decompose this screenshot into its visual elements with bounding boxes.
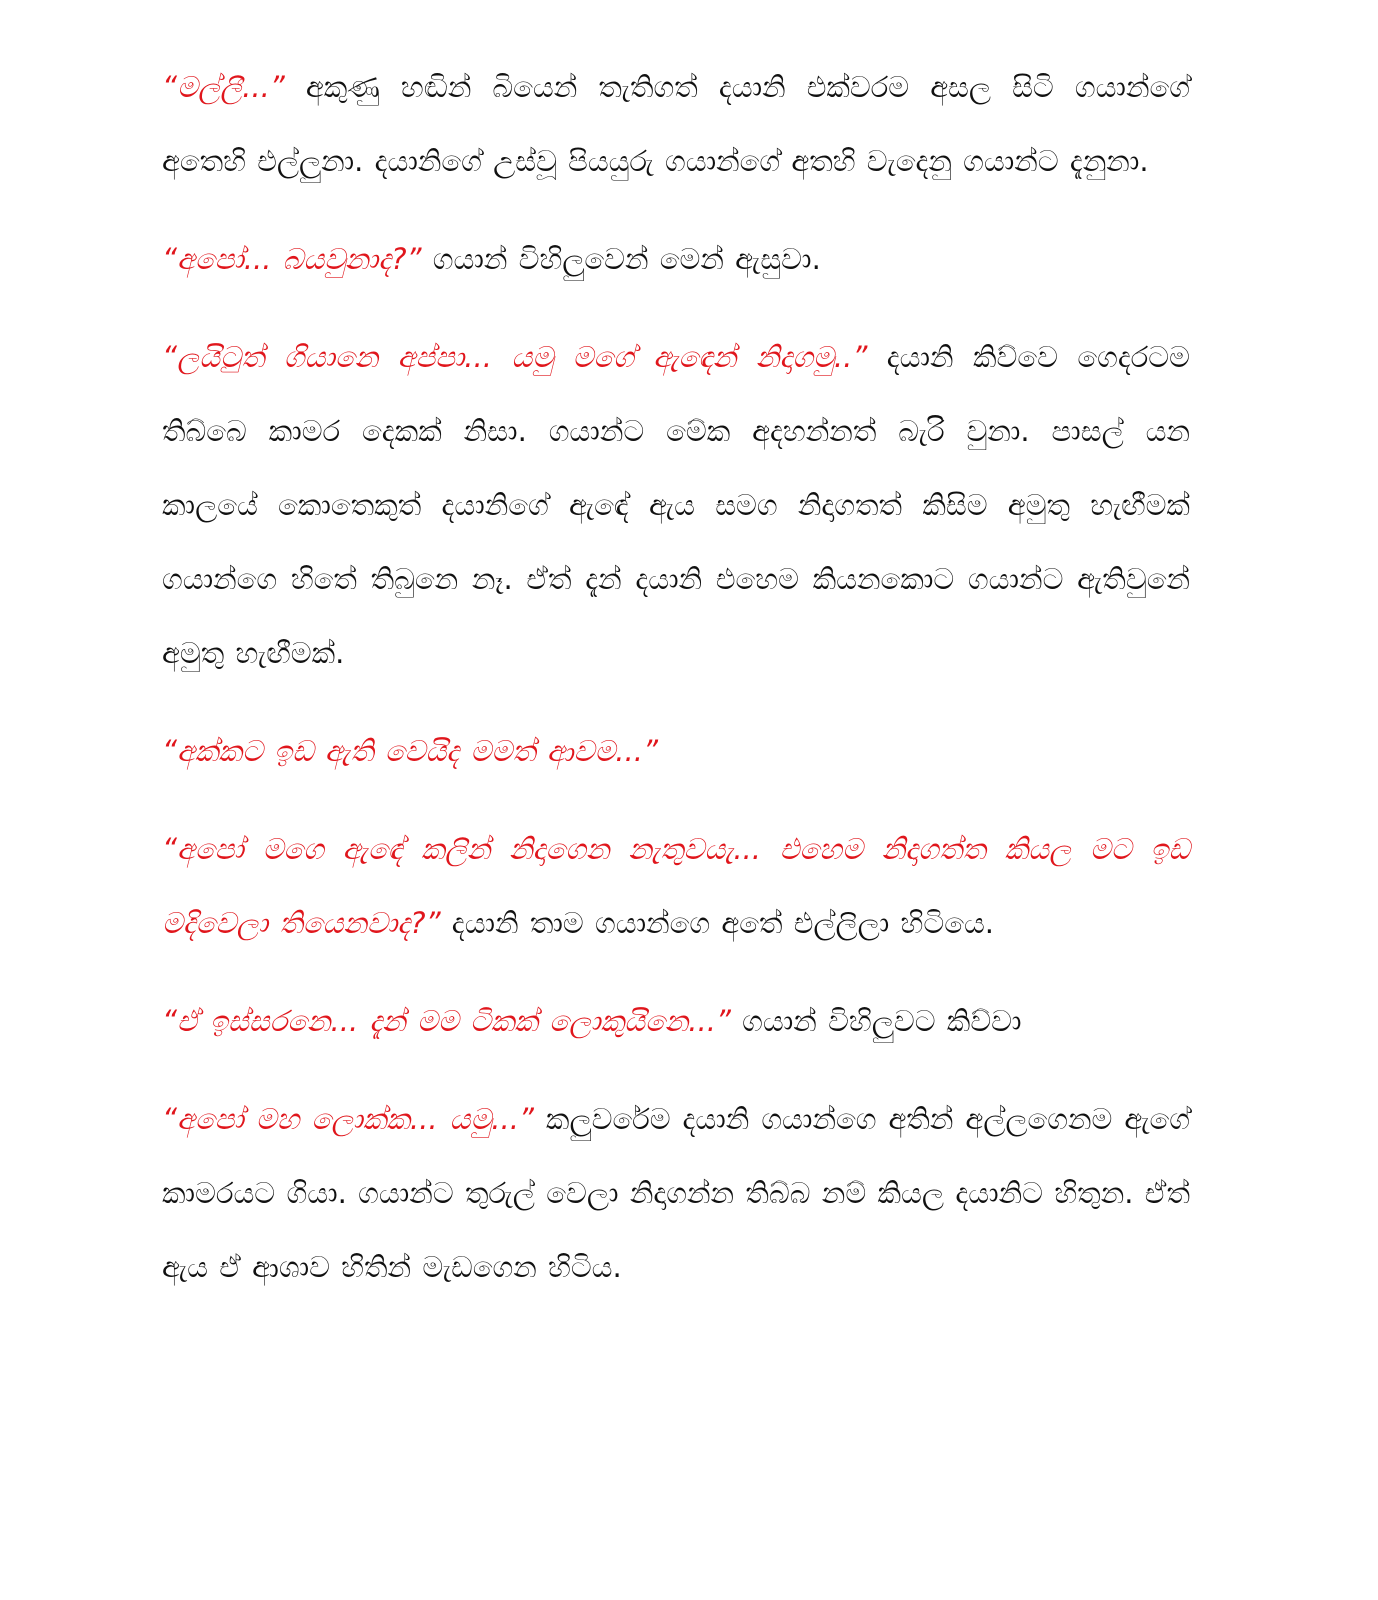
dialogue-text: “අපෝ... බයවුනාද?”	[162, 242, 422, 276]
dialogue-text: “අපෝ මගෙ ඇඳේ කලින් නිදාගෙන නැතුවයැ... එහෙම නිදාගත්ත කියල මට ඉඩ මදිවෙලා තියෙනවාද?”	[162, 832, 1190, 940]
paragraph-3	[162, 320, 1190, 690]
paragraph-7	[162, 1082, 1190, 1304]
dialogue-text: “මල්ලී...”	[162, 70, 285, 104]
narration-text: අකුණු හඬින් බියෙන් තැතිගත් දයානි එක්වරම අසල සිටි ගයාන්ගේ අතෙහි එල්ලුනා. දයානිගේ උස්වූ පියයුරු ගයාන්ගේ අතහි වැදෙනු ගයාන්ට දැනුනා.	[162, 70, 1190, 178]
dialogue-text: “ඒ ඉස්සරනෙ... දැන් මම ටිකක් ලොකුයිනෙ...”	[162, 1004, 731, 1038]
narration-text: දයානි කිව්වෙ ගෙදරටම තිබ්බෙ කාමර දෙකක් නිසා. ගයාන්ට මේක අදහන්නත් බැරි වුනා. පාසල් යන කාලයේ කොතෙකුත් දයානිගේ ඇඳේ ඇය සමග නිදාගතත් කිසිම අමුතු හැඟීමක් ගයාන්ගෙ හිතේ තිබුනෙ නෑ. ඒත් දැන් දයානි එහෙම කියනකොට ගයාන්ට ඇතිවුනේ අමුතු හැඟීමක්.	[162, 340, 1190, 670]
paragraph-6	[162, 984, 1190, 1058]
paragraph-4	[162, 714, 1190, 788]
paragraph-1	[162, 50, 1190, 198]
narration-text: ගයාන් විහිලුවෙන් මෙන් ඇසුවා.	[421, 242, 821, 276]
dialogue-text: “අපෝ මහ ලොක්ක... යමු...”	[162, 1102, 534, 1136]
paragraph-5	[162, 812, 1190, 960]
narration-text: කලුවරේම දයානි ගයාන්ගෙ අතින් අල්ලගෙනම ඇගේ කාමරයට ගියා. ගයාන්ට තුරුල් වෙලා නිදාගන්න තිබ්බ නම් කියල දයානිට හිතුන. ඒත් ඇය ඒ ආශාව හිතින් මැඩගෙන හිටිය.	[162, 1102, 1190, 1284]
paragraph-2	[162, 222, 1190, 296]
dialogue-text: “ලයිටුත් ගියානෙ අප්පා... යමු මගේ ඇඳෙන් නිදාගමු..”	[162, 340, 868, 374]
narration-text: දයානි තාම ගයාන්ගෙ අතේ එල්ලිලා හිටියෙ.	[440, 906, 995, 940]
narration-text: ගයාන් විහිලුවට කිව්වා	[730, 1004, 1022, 1038]
dialogue-text: “අක්කට ඉඩ ඇති වෙයිද මමත් ආවම...”	[162, 734, 658, 768]
